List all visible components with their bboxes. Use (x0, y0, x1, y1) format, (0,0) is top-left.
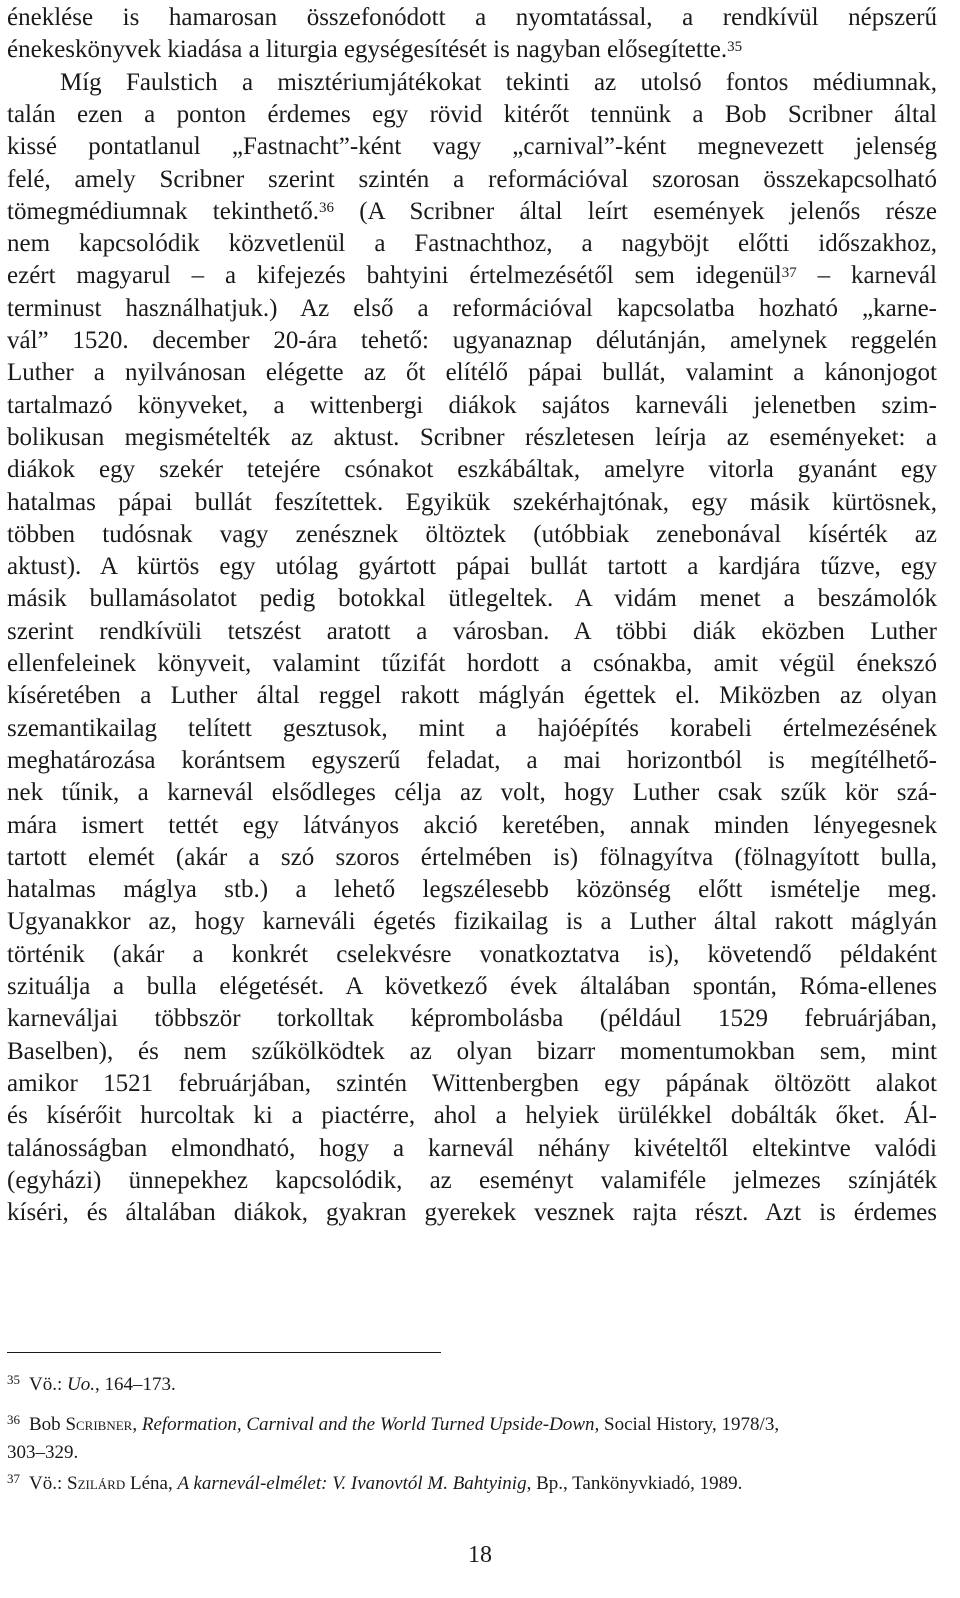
body-line: mára ismert tettét egy látványos akció keretében, annak minden lényegesnek (7, 811, 937, 839)
footnote-37-mark: 37 (7, 1471, 20, 1486)
body-line: bolikusan megismételték az aktust. Scribner részletesen leírja az eseményeket: a (7, 423, 937, 451)
body-line: felé, amely Scribner szerint szintén a reformációval szorosan összekapcsolható (7, 165, 937, 193)
body-line: énekeskönyvek kiadása a liturgia egységesítését is nagyban elősegítette.$^{35}$ (7, 36, 743, 64)
footnote-36-continuation (7, 1440, 937, 1466)
body-line: (egyházi) ünnepekhez kapcsolódik, az eseményt valamiféle jelmezes színjáték (7, 1166, 937, 1194)
body-line: nem kapcsolódik közvetlenül a Fastnachthoz, a nagyböjt előtti időszakhoz, (7, 230, 937, 258)
body-line: tömegmédiumnak tekinthető.$^{36}$ (A Scribner által leírt események jelenős része (7, 197, 937, 225)
body-line: Baselben), és nem szűkölködtek az olyan bizarr momentumokban sem, mint (7, 1037, 937, 1065)
body-line: szerint rendkívüli tetszést aratott a városban. A többi diák eközben Luther (7, 617, 937, 645)
body-line: meghatározása korántsem egyszerű feladat, a mai horizontból is megítélhető- (7, 746, 937, 774)
body-line: hatalmas pápai bullát feszítettek. Egyikük szekérhajtónak, egy másik kürtösnek, (7, 488, 937, 516)
body-line: Ugyanakkor az, hogy karneváli égetés fizikailag is a Luther által rakott máglyán (7, 908, 937, 936)
footnote-36-mark: 36 (7, 1412, 20, 1427)
footnote-35-mark: 35 (7, 1372, 20, 1387)
body-line: terminust használhatjuk.) Az első a reformációval kapcsolatba hozható „karne- (7, 294, 937, 322)
body-line: vál” 1520. december 20-ára tehető: ugyanaznap délutánján, amelynek reggelén (7, 327, 937, 354)
body-line: Luther a nyilvánosan elégette az őt elítélő pápai bullát, valamint a kánonjogot (7, 359, 937, 387)
body-line: talánosságban elmondható, hogy a karnevál néhány kivételtől eltekintve valódi (7, 1134, 937, 1162)
body-line: ellenfeleinek könyveit, valamint tűzifát hordott a csónakba, amit végül énekszó (7, 650, 937, 677)
body-line: történik (akár a konkrét cselekvésre vonatkoztatva is), követendő példaként (7, 940, 937, 968)
body-line: ezért magyarul – a kifejezés bahtyini értelmezésétől sem idegenül$^{37}$ – karnevál (7, 262, 938, 290)
body-line: diákok egy szekér tetejére csónakot eszkábáltak, amelyre vitorla gyanánt egy (7, 456, 937, 484)
body-line: éneklése is hamarosan összefonódott a nyomtatással, a rendkívül népszerű (7, 4, 937, 31)
page-number: 18 (468, 1542, 492, 1568)
body-line: tartott elemét (akár a szó szoros értelmében is) fölnagyítva (fölnagyított bulla, (7, 843, 937, 871)
body-line: talán ezen a ponton érdemes egy rövid kitérőt tennünk a Bob Scribner által (7, 100, 937, 128)
body-line: Míg Faulstich a misztériumjátékokat tekinti az utolsó fontos médiumnak, (60, 68, 937, 96)
footnote-36 (7, 1412, 937, 1439)
footnote-37 (7, 1471, 937, 1498)
body-line: aktust). A kürtös egy utólag gyártott pápai bullát tartott a kardjára tűzve, egy (7, 553, 937, 581)
body-line: karneváljai többször torkolltak képrombolásba (például 1529 februárjában, (7, 1005, 937, 1033)
body-line: szemantikailag telített gesztusok, mint a hajóépítés korabeli értelmezésének (7, 714, 937, 742)
body-line: nek tűnik, a karnevál elsődleges célja az volt, hogy Luther csak szűk kör szá- (7, 779, 937, 807)
body-line: amikor 1521 februárjában, szintén Wittenbergben egy pápának öltözött alakot (7, 1069, 937, 1097)
footnote-35-text: Vö.: Uo., 164–173. (29, 1374, 176, 1395)
body-line: szituálja a bulla elégetését. A következő évek általában spontán, Róma-ellenes (7, 973, 937, 1000)
body-line: kíséretében a Luther által reggel rakott máglyán égettek el. Miközben az olyan (7, 682, 937, 710)
body-line: többen tudósnak vagy zenésznek öltöztek (utóbbiak zenebonával kísérték az (7, 520, 937, 548)
body-line: kissé pontatlanul „Fastnacht”-ként vagy „carnival”-ként megnevezett jelenség (7, 133, 937, 161)
footnote-37-text: Vö.: Szilárd Léna, A karnevál-elmélet: V. Ivanovtól M. Bahtyinig, Bp., Tankönyvkiadó, 1989. (29, 1473, 743, 1494)
body-line: kíséri, és általában diákok, gyakran gyerekek vesznek rajta részt. Azt is érdemes (7, 1199, 937, 1227)
body-line: hatalmas máglya stb.) a lehető legszélesebb közönség előtt ismételje meg. (7, 876, 937, 904)
footnote-35 (7, 1372, 937, 1399)
body-line: másik bullamásolatot pedig botokkal ütlegeltek. A vidám menet a beszámolók (7, 585, 937, 613)
footnote-36-pages: 303–329. (7, 1442, 79, 1463)
body-line: és kísérőit hurcoltak ki a piactérre, ahol a helyiek ürülékkel dobálták őket. Ál- (7, 1102, 937, 1130)
footnote-separator (7, 1352, 441, 1353)
body-line: tartalmazó könyveket, a wittenbergi diákok sajátos karneváli jelenetben szim- (7, 391, 937, 419)
footnote-36-text: Bob Scribner, Reformation, Carnival and the World Turned Upside-Down, Social History, 1978/3, (29, 1414, 780, 1435)
